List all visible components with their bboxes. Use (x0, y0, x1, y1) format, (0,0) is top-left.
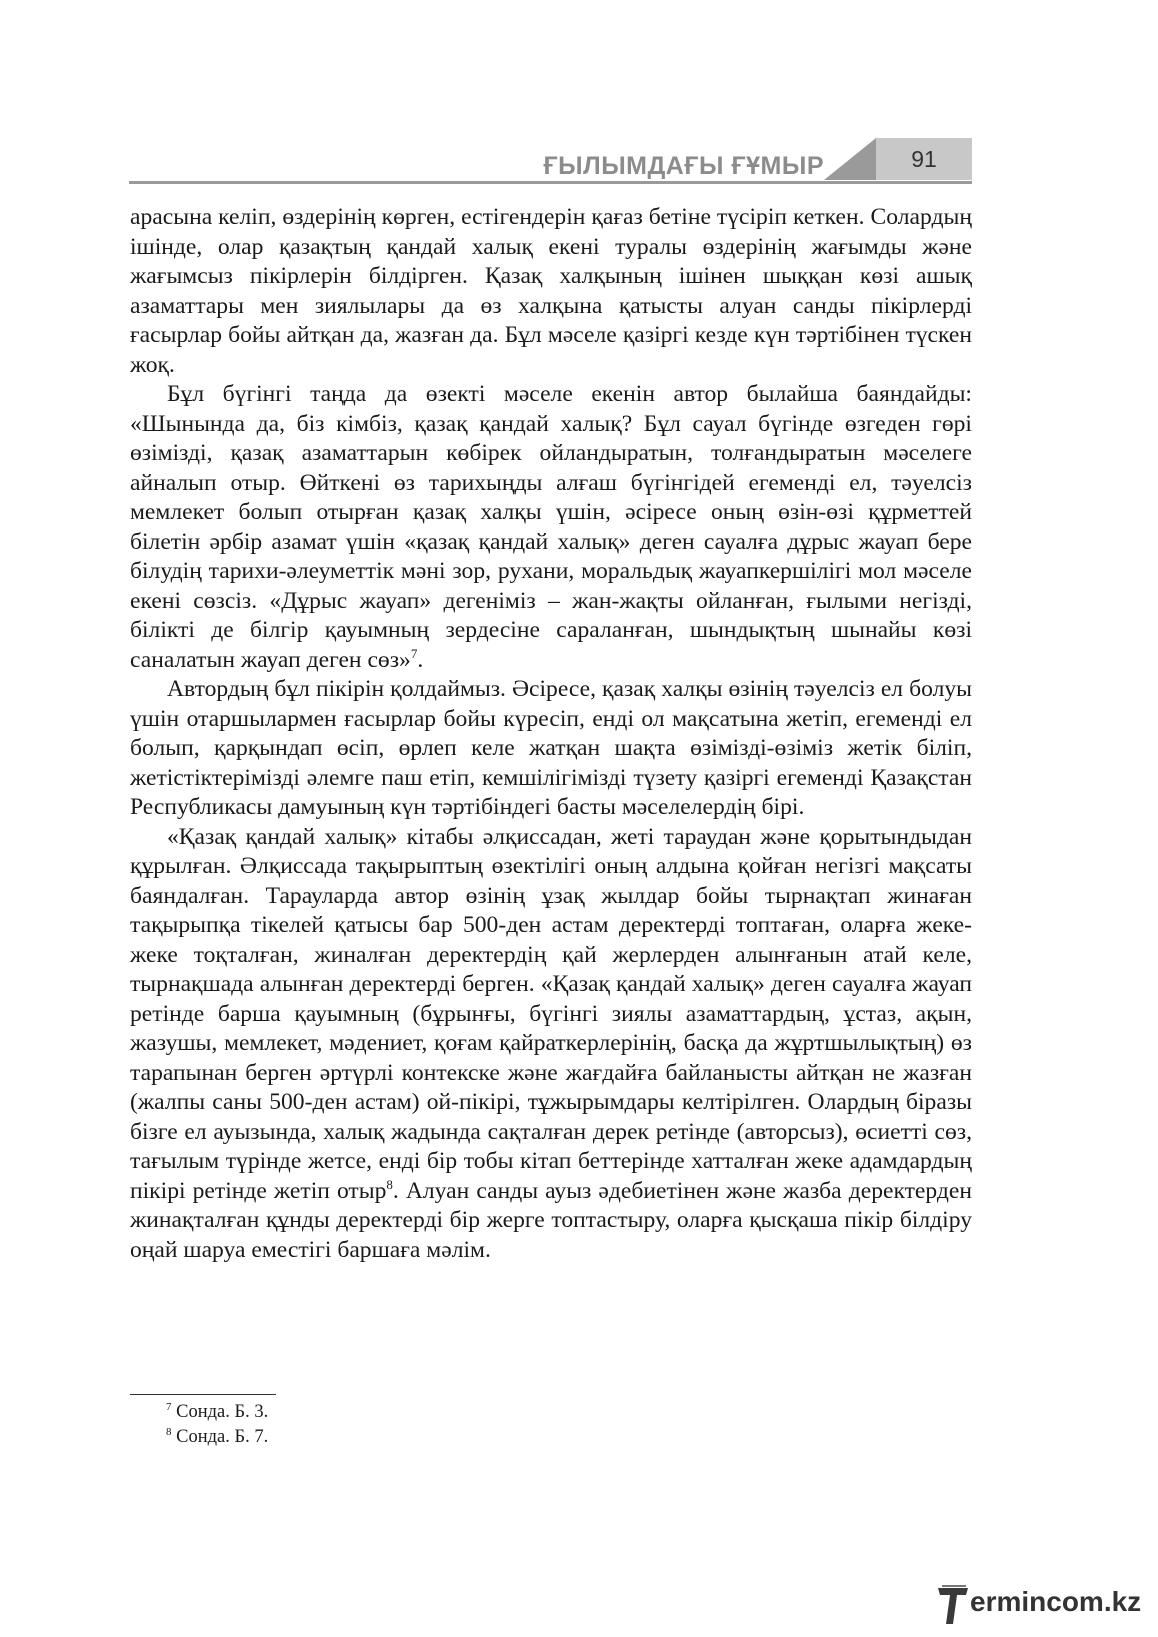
paragraph-3 (130, 675, 972, 823)
paragraph-4 (130, 823, 972, 1266)
footnote-ref-8: 8 (386, 1176, 393, 1192)
paragraph-2-text: Бұл бүгінгі таңда да өзекті мәселе екенін автор былайша баяндайды: «Шынында да, біз кімбіз, қазақ қандай халық? Бұл сауал бүгінде өзгеден гөрі өзімізді, қазақ азаматтарын көбірек ойландыратын, толғандыратын мәселеге айналып отыр. Өйткені өз тарихыңды алғаш бүгінгідей егеменді ел, тәуелсіз мемлекет болып отырған қазақ халқы үшін, әсіресе оның өзін-өзі құрметтей білетін әрбір азамат үшін «қазақ қандай халық» деген сауалға дұрыс жауап бере білудің тарихи-әлеуметтік мәні зор, рухани, моральдық жауапкершілігі мол мәселе екені сөзсіз. «Дұрыс жауап» дегеніміз – жан-жақты ойланған, ғылыми негізді, білікті де білгір қауымның зердесіне сараланған, шындықтың шынайы көзі саналатын жауап деген сөз» (130, 381, 972, 673)
footnote-text: Сонда. Б. 3. (176, 1402, 269, 1422)
paragraph-4-text: «Қазақ қандай халық» кітабы әлқиссадан, жеті тараудан және қорытындыдан құрылған. Әлқиссада тақырыптың өзектілігі оның алдына қойған негізгі мақсаты баяндалған. Тарауларда автор өзінің ұзақ жылдар бойы тырнақтап жинаған тақырыпқа тікелей қатысы бар 500-ден астам деректерді топтаған, оларға жеке-жеке тоқталған, жиналған деректердің қай жерлерден алынғанын атай келе, тырнақшада алынған деректерді берген. «Қазақ қандай халық» деген сауалға жауап ретінде барша қауымның (бұрынғы, бүгінгі зиялы азаматтардың, ұстаз, ақын, жазушы, мемлекет, мәдениет, қоғам қайраткерлерінің, басқа да жұртшылықтың) өз тарапынан берген әртүрлі контекске және жағдайға байланысты айтқан не жазған (жалпы саны 500-ден астам) ой-пікірі, тұжырымдары келтірілген. Олардың біразы бізге ел ауызында, халық жадында сақталған дерек ретінде (авторсыз), өсиетті сөз, тағылым түрінде жетсе, енді бір тобы кітап беттерінде хатталған жеке адамдардың пікірі ретінде жетіп отыр (130, 823, 972, 1204)
paragraph-2-end: . (417, 646, 424, 673)
footnote-8 (166, 1425, 268, 1450)
footnote-7 (166, 1400, 268, 1425)
running-header (129, 138, 972, 184)
paragraph-1-text: арасына келіп, өздерінің көрген, естігендерін қағаз бетіне түсіріп кеткен. Солардың ішінде, олар қазақтың қандай халық екені туралы өздерінің жағымды және жағымсыз пікірлерін білдірген. Қазақ халқының ішінен шыққан көзі ашық азаматтары мен зиялылары да өз халқына қатысты алуан санды пікірлерді ғасырлар бойы айтқан да, жазған да. Бұл мәселе қазіргі кезде күн тәртібінен түскен жоқ. (130, 204, 972, 378)
paragraph-4-end: . Алуан санды ауыз әдебиетінен және жазба деректерден жинақталған құнды деректерді бір жерге топтастыру, оларға қысқаша пікір білдіру оңай шаруа еместігі баршаға мәлім. (130, 1177, 972, 1263)
header-decoration-triangle (824, 138, 876, 180)
running-header-title: ҒЫЛЫМДАҒЫ ҒҰМЫР (543, 152, 824, 180)
footnotes (166, 1400, 268, 1450)
watermark-text: ermincom.kz (970, 1586, 1142, 1617)
footnote-text: Сонда. Б. 7. (176, 1427, 269, 1447)
page-number: 91 (876, 138, 972, 180)
watermark (936, 1578, 1151, 1628)
paragraph-1 (130, 203, 972, 380)
footnote-ref-7: 7 (410, 645, 418, 661)
footnote-mark: 7 (166, 1400, 172, 1413)
paragraph-3-text: Автордың бұл пікірін қолдаймыз. Әсіресе, қазақ халқы өзінің тәуелсіз ел болуы үшін отаршылармен ғасырлар бойы күресіп, енді ол мақсатына жетіп, егеменді ел болып, қарқындап өсіп, өрлеп келе жатқан шақта өзімізді-өзіміз жетік біліп, жетістіктерімізді әлемге паш етіп, кемшілігімізді түзету қазіргі егеменді Қазақстан Республикасы дамуының күн тәртібіндегі басты мәселелердің бірі. (130, 676, 972, 820)
footnote-mark: 8 (166, 1425, 172, 1438)
header-rule (129, 181, 972, 184)
body-text (130, 203, 972, 1265)
paragraph-2 (130, 380, 972, 675)
footnote-separator (130, 1394, 276, 1395)
t-letter-logo-icon (936, 1584, 970, 1626)
